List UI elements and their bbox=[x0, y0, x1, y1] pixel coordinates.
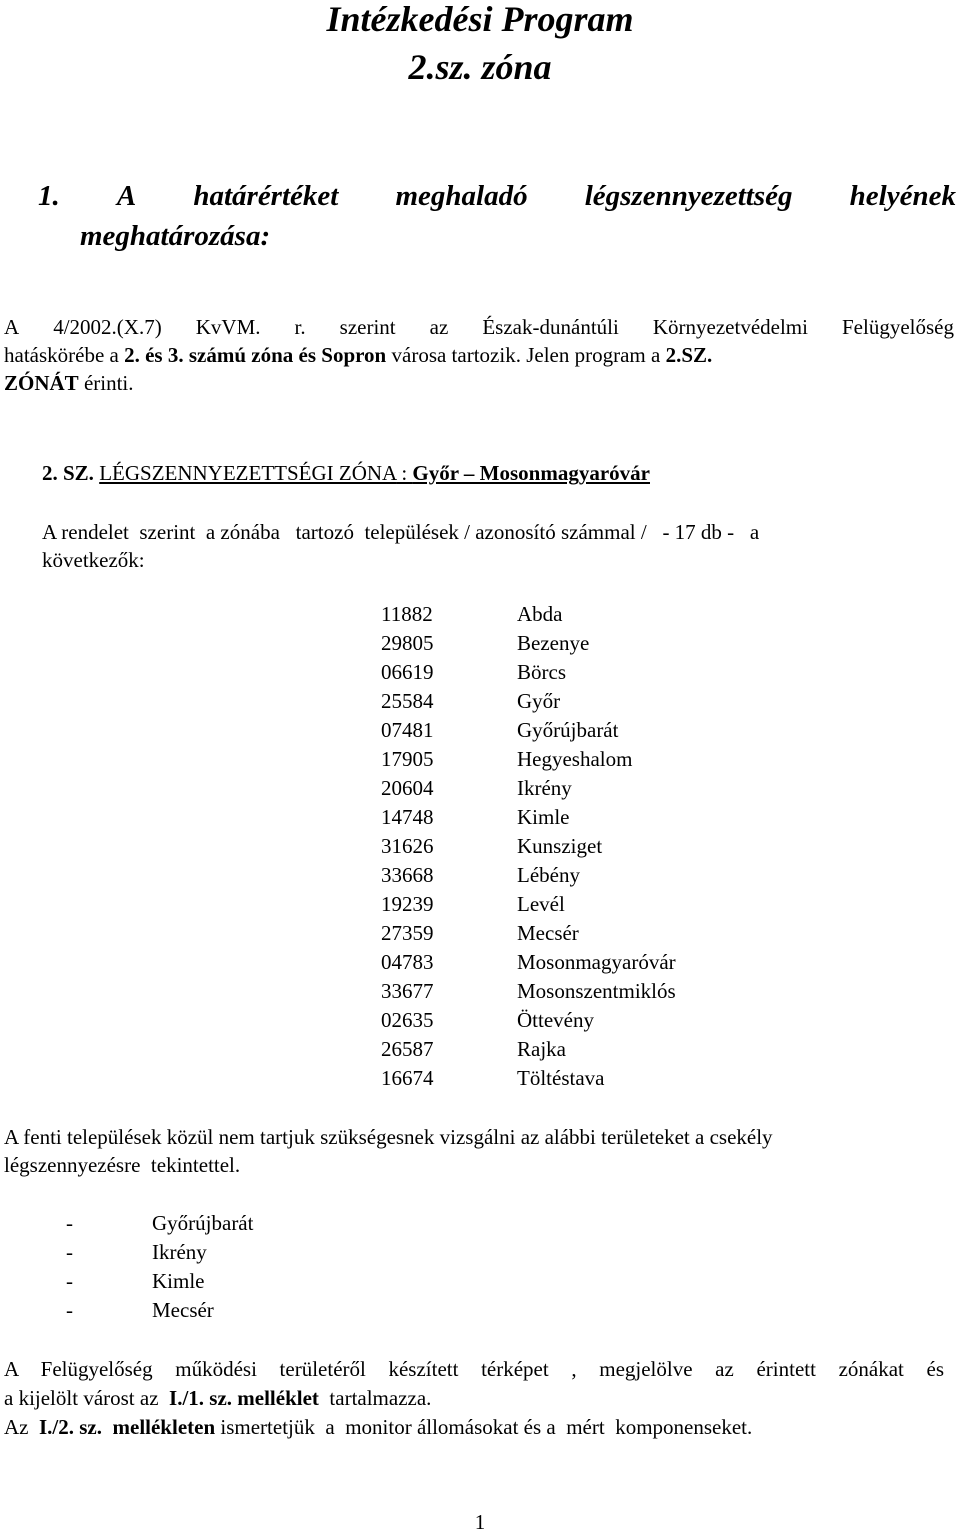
list-item: 14748 Kimle bbox=[381, 805, 570, 829]
section-heading-word: A bbox=[116, 180, 137, 212]
list-item: 33668 Lébény bbox=[381, 863, 580, 887]
list-item: 26587 Rajka bbox=[381, 1037, 566, 1061]
list-item: - Ikrény bbox=[66, 1240, 207, 1264]
list-item: 04783 Mosonmagyaróvár bbox=[381, 950, 676, 974]
zone-heading: 2. SZ. LÉGSZENNYEZETTSÉGI ZÓNA : Győr – Mosonmagyaróvár bbox=[42, 461, 650, 485]
list-item: 27359 Mecsér bbox=[381, 921, 579, 945]
list-item: 07481 Győrújbarát bbox=[381, 718, 619, 742]
document-title: Intézkedési Program bbox=[326, 0, 634, 39]
closing-line-2: a kijelölt várost az I./1. sz. melléklet tartalmazza. bbox=[4, 1386, 432, 1410]
closing-line-3: Az I./2. sz. mellékleten ismertetjük a monitor állomásokat és a mért komponenseket. bbox=[4, 1415, 753, 1439]
zone-cities: Győr – Mosonmagyaróvár bbox=[412, 461, 650, 485]
list-item: 17905 Hegyeshalom bbox=[381, 747, 633, 771]
closing-line-1: A Felügyelőség működési területéről készített térképet , megjelölve az érintett zónákat és bbox=[4, 1357, 944, 1381]
attachment-ref: I./1. sz. melléklet bbox=[169, 1386, 319, 1410]
intro-line-1: A 4/2002.(X.7) KvVM. r. szerint az Észak-dunántúli Környezetvédelmi Felügyelőség bbox=[4, 315, 954, 339]
list-item: - Győrújbarát bbox=[66, 1211, 254, 1235]
exclusion-line-2: légszennyezésre tekintettel. bbox=[4, 1153, 241, 1177]
section-heading-word: 1. bbox=[38, 180, 60, 212]
list-item: 29805 Bezenye bbox=[381, 631, 590, 655]
section-heading-word: helyének bbox=[849, 180, 956, 212]
list-item: 33677 Mosonszentmiklós bbox=[381, 979, 676, 1003]
page-number: 1 bbox=[474, 1510, 486, 1534]
list-item: 16674 Töltéstava bbox=[381, 1066, 605, 1090]
zone-label: LÉGSZENNYEZETTSÉGI ZÓNA bbox=[99, 461, 397, 485]
document-subtitle: 2.sz. zóna bbox=[408, 47, 552, 87]
list-item: 11882 Abda bbox=[381, 602, 563, 626]
list-item: 31626 Kunsziget bbox=[381, 834, 603, 858]
list-item: 20604 Ikrény bbox=[381, 776, 572, 800]
section-heading-word: meghaladó bbox=[395, 180, 528, 212]
rendelet-line-1: A rendelet szerint a zónába tartozó települések / azonosító számmal / - 17 db - a bbox=[42, 520, 760, 544]
section-heading bbox=[38, 178, 956, 214]
intro-line-3: ZÓNÁT érinti. bbox=[4, 371, 134, 395]
list-item: 25584 Győr bbox=[381, 689, 561, 713]
zone-prefix: 2. SZ. bbox=[42, 461, 94, 485]
list-item: - Kimle bbox=[66, 1269, 205, 1293]
exclusion-line-1: A fenti települések közül nem tartjuk szükségesnek vizsgálni az alábbi területeket a csekély bbox=[4, 1125, 773, 1149]
list-item: 06619 Börcs bbox=[381, 660, 566, 684]
list-item: 19239 Levél bbox=[381, 892, 565, 916]
section-heading-word: légszennyezettség bbox=[584, 180, 793, 212]
rendelet-line-2: következők: bbox=[42, 548, 145, 572]
intro-line-2: hatáskörébe a 2. és 3. számú zóna és Sopron városa tartozik. Jelen program a 2.SZ. bbox=[4, 343, 713, 367]
list-item: 02635 Öttevény bbox=[381, 1008, 594, 1032]
section-heading-word: határértéket bbox=[193, 180, 339, 212]
attachment-ref: I./2. sz. mellékleten bbox=[39, 1415, 216, 1439]
list-item: - Mecsér bbox=[66, 1298, 214, 1322]
section-heading-line2: meghatározása: bbox=[80, 220, 271, 252]
